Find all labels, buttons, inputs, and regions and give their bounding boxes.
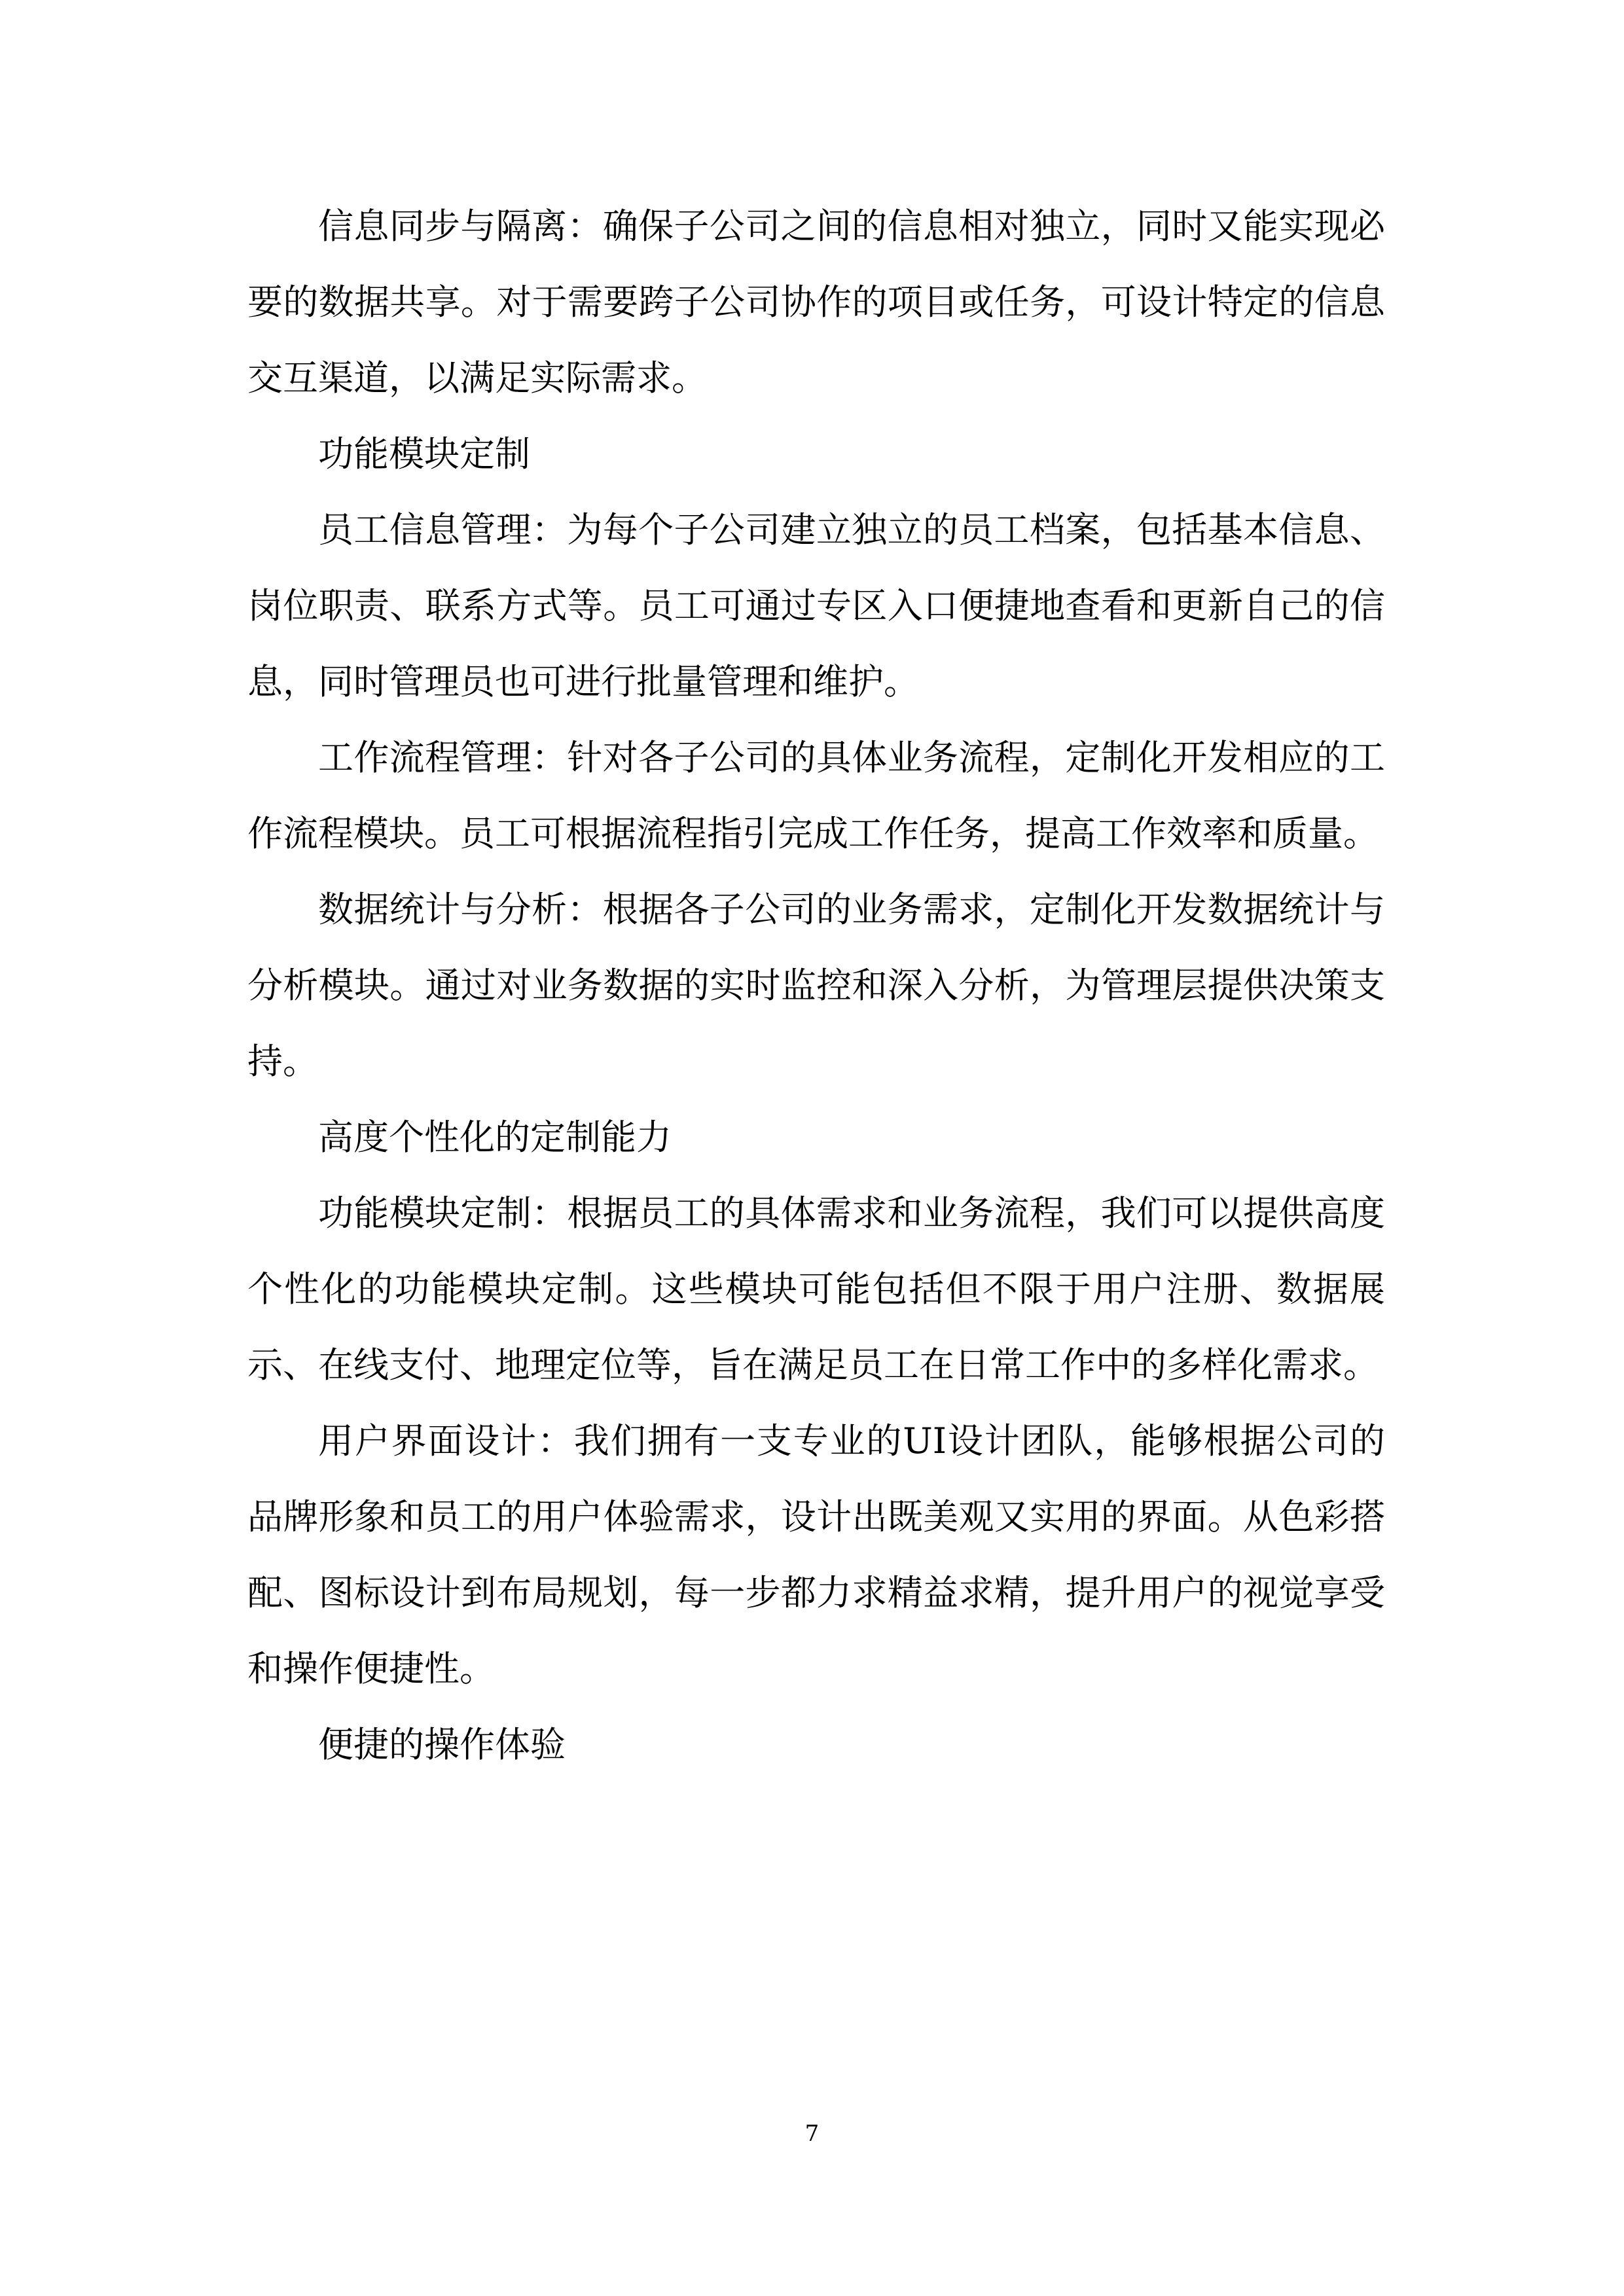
paragraph-ui-design: 用户界面设计：我们拥有一支专业的UI设计团队，能够根据公司的品牌形象和员工的用户体验需求，设计出既美观又实用的界面。从色彩搭配、图标设计到布局规划，每一步都力求精益求精，提升用户的视觉享受和操作便捷性。 [247, 1420, 1385, 1689]
paragraph-info-sync: 信息同步与隔离：确保子公司之间的信息相对独立，同时又能实现必要的数据共享。对于需要跨子公司协作的项目或任务，可设计特定的信息交互渠道，以满足实际需求。 [247, 206, 1385, 399]
paragraph-employee-info: 员工信息管理：为每个子公司建立独立的员工档案，包括基本信息、岗位职责、联系方式等。员工可通过专区入口便捷地查看和更新自己的信息，同时管理员也可进行批量管理和维护。 [247, 509, 1385, 702]
heading-convenient-operation: 便捷的操作体验 [318, 1724, 566, 1765]
paragraph-data-analysis: 数据统计与分析：根据各子公司的业务需求，定制化开发数据统计与分析模块。通过对业务数据的实时监控和深入分析，为管理层提供决策支持。 [247, 889, 1385, 1082]
heading-personalization: 高度个性化的定制能力 [318, 1117, 672, 1158]
page-number: 7 [804, 2121, 820, 2147]
body-text [247, 188, 1385, 1783]
paragraph-workflow: 工作流程管理：针对各子公司的具体业务流程，定制化开发相应的工作流程模块。员工可根据流程指引完成工作任务，提高工作效率和质量。 [247, 737, 1385, 854]
paragraph-function-modules: 功能模块定制：根据员工的具体需求和业务流程，我们可以提供高度个性化的功能模块定制。这些模块可能包括但不限于用户注册、数据展示、在线支付、地理定位等，旨在满足员工在日常工作中的多样化需求。 [247, 1193, 1385, 1386]
heading-module-customization: 功能模块定制 [318, 433, 530, 475]
